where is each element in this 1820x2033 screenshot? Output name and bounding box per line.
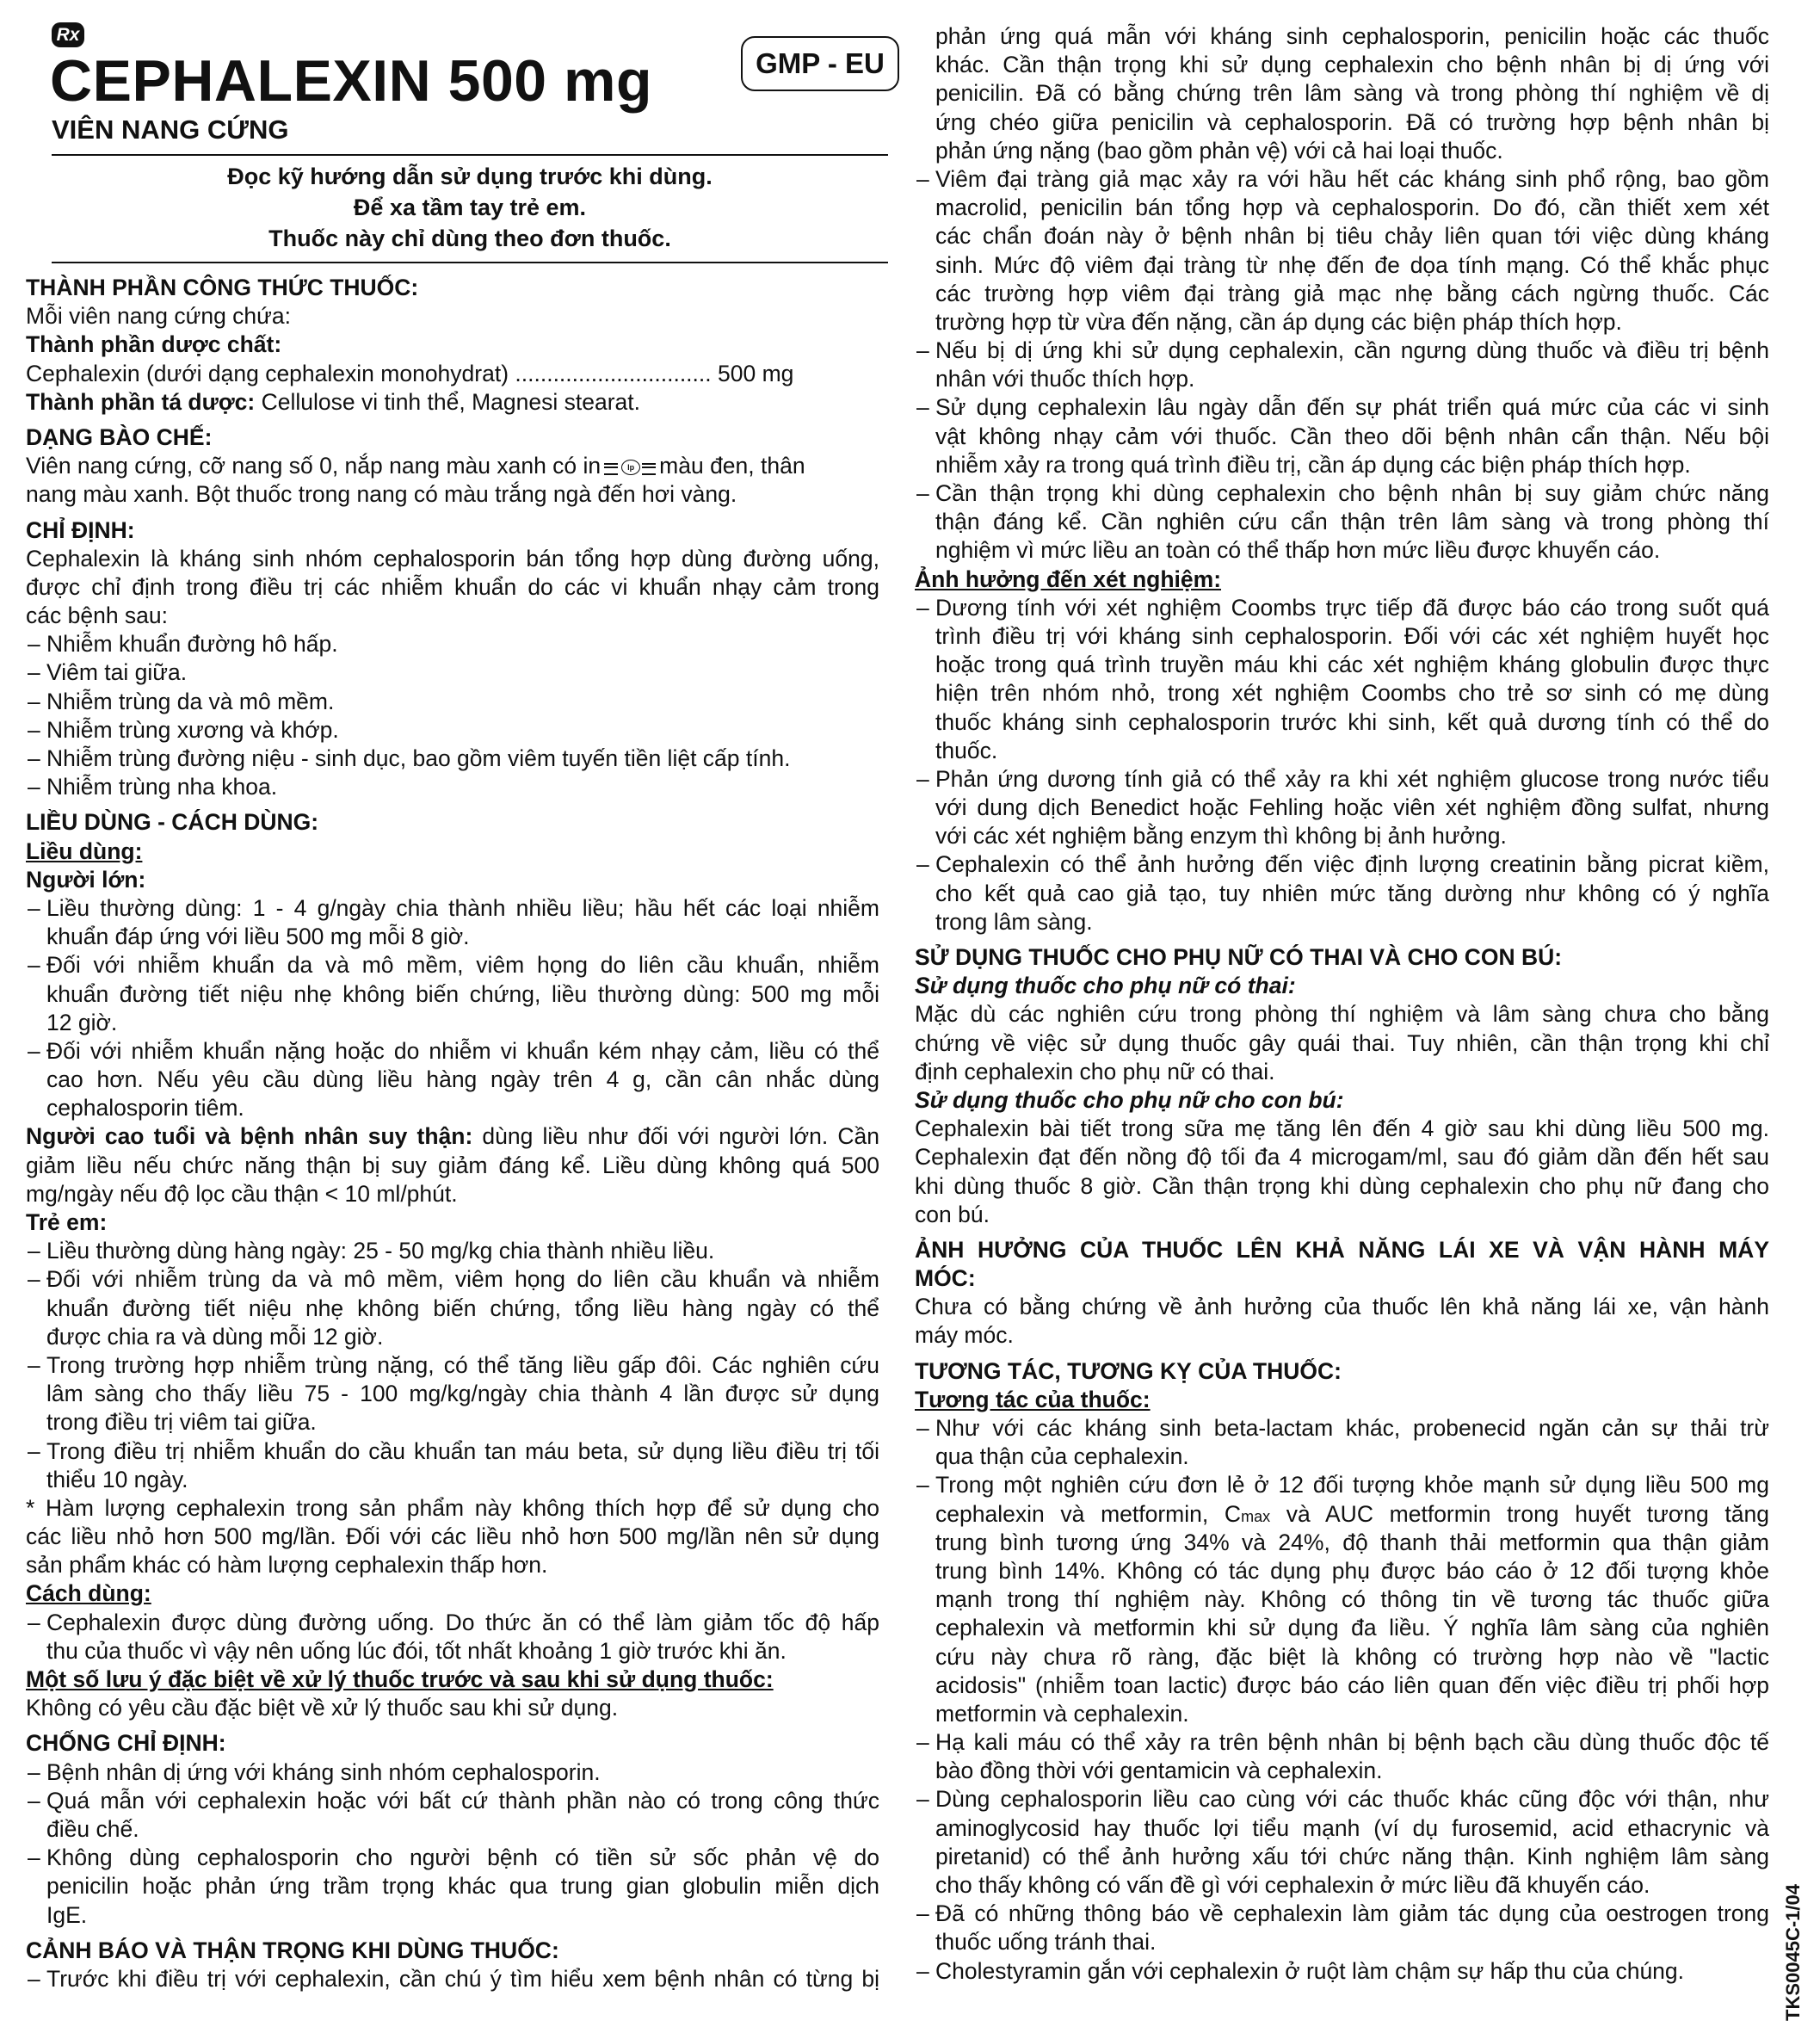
subheading-text: Một số lưu ý đặc biệt về xử lý thuốc trước và sau khi sử dụng thuốc:	[26, 1666, 774, 1692]
dash-bullet-icon: –	[916, 851, 929, 878]
text-line: Cephalexin đạt đến nồng độ tối đa 4 microgam/ml, sau đó giảm dần đến hết sau	[915, 1144, 1769, 1171]
dash-bullet-icon: –	[28, 1351, 40, 1378]
text-line: mg/ngày nếu độ lọc cầu thận < 10 ml/phút.	[26, 1180, 458, 1207]
section-heading: CHỐNG CHỈ ĐỊNH:	[26, 1730, 226, 1757]
text-line: giảm liều nếu chức năng thận bị suy giảm đáng kể. Liều dùng không quá 500	[26, 1152, 879, 1178]
bullet-text: Cephalexin có thể ảnh hưởng đến việc định lượng creatinin bằng picrat kiềm,	[935, 851, 1769, 878]
continuation-line: hiện trên nhóm nhỏ, trong xét nghiệm Coombs cho trẻ sơ sinh có mẹ dùng	[935, 680, 1769, 707]
dash-bullet-icon: –	[916, 1957, 929, 1984]
continuation-line: với dung dịch Benedict hoặc Fehling hoặc viên xét nghiệm đồng sulfat, nhưng	[935, 794, 1769, 821]
bullet-item	[915, 850, 1769, 879]
continuation-line: cho kết quả cao giả tạo, tuy nhiên mức tăng dường như không có ý nghĩa	[935, 880, 1769, 906]
bullet-item	[26, 1351, 879, 1380]
notice-divider-top	[52, 154, 888, 156]
continuation-line: cho thấy không có vấn đề gì với cephalexin ở mức liều đã khuyến cáo.	[935, 1872, 1650, 1898]
dash-bullet-icon: –	[916, 1786, 929, 1813]
text-line: Mỗi viên nang cứng chứa:	[26, 303, 292, 330]
continuation-line: phản ứng nặng (bao gồm phản vệ) với cả hai loại thuốc.	[935, 137, 1503, 164]
subscript-text: max	[1241, 1507, 1271, 1525]
bullet-text: Trong trường hợp nhiễm trùng nặng, có thể tăng liều gấp đôi. Các nghiên cứu	[46, 1351, 879, 1378]
bullet-text: Nếu bị dị ứng khi sử dụng cephalexin, cần ngưng dùng thuốc và điều trị bệnh	[935, 337, 1769, 364]
bullet-text: Như với các kháng sinh beta-lactam khác, probenecid ngăn cản sự thải trừ	[935, 1415, 1769, 1441]
section-heading: MÓC:	[915, 1265, 976, 1292]
label-text: Người cao tuổi và bệnh nhân suy thận:	[26, 1123, 473, 1150]
left-body-text	[26, 274, 879, 1993]
bullet-item	[915, 1957, 1769, 1986]
continuation-line: thuốc uống tránh thai.	[935, 1929, 1157, 1956]
section-gap	[26, 1722, 879, 1729]
bullet-item	[915, 1471, 1769, 1499]
bullet-text: Hạ kali máu có thể xảy ra trên bệnh nhân bị bệnh bạch cầu dùng thuốc độc tế	[935, 1729, 1769, 1756]
text-line: các bệnh sau:	[26, 602, 169, 629]
bullet-item	[915, 594, 1769, 622]
continuation-line: metformin và cephalexin.	[935, 1700, 1189, 1727]
text-line: được chỉ định trong điều trị các nhiễm khuẩn do các vi khuẩn nhạy cảm trong	[26, 573, 879, 600]
bullet-item	[915, 1785, 1769, 1814]
bullet-item	[26, 894, 879, 923]
bullet-text: Đã có những thông báo về cephalexin làm giảm tác dụng của oestrogen trong	[935, 1900, 1769, 1927]
continuation-line: khuẩn đường tiết niệu nhẹ không biến chứng, tổng liều hàng ngày có thể	[46, 1295, 879, 1321]
continuation-line: cephalosporin tiêm.	[46, 1095, 244, 1122]
dash-bullet-icon: –	[28, 716, 40, 743]
continuation-line: macrolid, penicilin bán tổng hợp và cephalosporin. Do đó, cần thiết xem xét	[935, 195, 1769, 221]
bullet-item	[915, 765, 1769, 794]
continuation-line: nghiệm vì mức liều an toàn có thể thấp hơn mức liều được khuyến cáo.	[935, 537, 1661, 564]
bullet-item	[915, 393, 1769, 422]
subheading: Trẻ em:	[26, 1209, 108, 1235]
continuation-line: mạnh trong thí nghiệm này. Không có thông tin về tương tác thuốc giữa	[935, 1586, 1769, 1613]
bullet-text: Cần thận trọng khi dùng cephalexin cho bệnh nhân bị suy giảm chức năng	[935, 480, 1769, 506]
dash-bullet-icon: –	[916, 1729, 929, 1756]
section-heading: DẠNG BÀO CHẾ:	[26, 423, 213, 450]
bullet-text: Nhiễm trùng nha khoa.	[46, 774, 278, 800]
text-line: Mặc dù các nghiên cứu trong phòng thí nghiệm và lâm sàng chưa cho bằng	[915, 1001, 1769, 1028]
text-line: Cephalexin là kháng sinh nhóm cephalosporin bán tổng hợp dùng đường uống,	[26, 545, 879, 572]
dash-bullet-icon: –	[916, 165, 929, 192]
continuation-line: lâm sàng cho thấy liều 75 - 100 mg/kg/ngày chia thành 4 lần được sử dụng	[46, 1381, 879, 1407]
bullet-text: Nhiễm trùng da và mô mềm.	[46, 688, 335, 714]
bullet-text: Nhiễm trùng đường niệu - sinh dục, bao gồm viêm tuyến tiền liệt cấp tính.	[46, 745, 791, 771]
bullet-text: Bệnh nhân dị ứng với kháng sinh nhóm cephalosporin.	[46, 1758, 601, 1785]
text-line: Cephalexin bài tiết trong sữa mẹ tăng lên đến 4 giờ sau khi dùng liều 500 mg.	[915, 1115, 1769, 1142]
text-line: * Hàm lượng cephalexin trong sản phẩm này không thích hợp để sử dụng cho	[26, 1494, 879, 1521]
bullet-text: Nhiễm khuẩn đường hô hấp.	[46, 631, 338, 658]
notice-line: Thuốc này chỉ dùng theo đơn thuốc.	[268, 226, 671, 251]
continuation-line: vật không nhạy cảm với thuốc. Cần theo dõi bệnh nhân cẩn thận. Nếu bội	[935, 423, 1769, 449]
dash-bullet-icon: –	[28, 1609, 40, 1635]
continuation-line: hoặc trong quá trình truyền máu khi các xét nghiệm kháng globulin được thực	[935, 652, 1769, 678]
continuation-line: thận đáng kể. Cần nghiên cứu cẩn thận trên lâm sàng và trong phòng thí	[935, 509, 1769, 535]
dash-bullet-icon: –	[916, 594, 929, 621]
dash-bullet-icon: –	[28, 1758, 40, 1785]
bullet-text: Sử dụng cephalexin lâu ngày dẫn đến sự phát triển quá mức của các vi sinh	[935, 394, 1769, 421]
label-text: Thành phần tá dược:	[26, 388, 256, 415]
continuation-line: được chia ra và dùng mỗi 12 giờ.	[46, 1323, 384, 1350]
continuation-line: sinh. Mức độ viêm đại tràng từ nhẹ đến đe dọa tính mạng. Có thể khắc phục	[935, 251, 1769, 278]
dosage-form-subtitle: VIÊN NANG CỨNG	[52, 114, 289, 145]
continuation-line: với các xét nghiệm bằng enzym thì không bị ảnh hưởng.	[935, 823, 1507, 850]
bullet-item	[26, 1609, 879, 1637]
bullet-text: Đối với nhiễm khuẩn nặng hoặc do nhiễm vi khuẩn kém nhạy cảm, liều có thể	[46, 1037, 879, 1064]
section-gap	[26, 417, 879, 423]
bullet-item	[26, 1265, 879, 1294]
continuation-line: nhân với thuốc thích hợp.	[935, 366, 1195, 392]
bullet-text: Trong điều trị nhiễm khuẩn do cầu khuẩn tan máu beta, sử dụng liều điều trị tối	[46, 1437, 879, 1464]
bullet-item	[915, 165, 1769, 194]
section-gap	[26, 510, 879, 516]
bullet-text: Viêm tai giữa.	[46, 659, 188, 686]
bullet-item	[26, 716, 879, 745]
document-code: TKS0045C-1/04	[1782, 1884, 1804, 2021]
section-gap	[915, 936, 1769, 943]
text-line-with-icon	[26, 452, 879, 480]
bullet-item	[915, 479, 1769, 508]
bullet-item	[26, 1237, 879, 1265]
capsule-imprint-icon	[604, 458, 656, 477]
continuation-line: penicilin. Đã có bằng chứng trên lâm sàng và trong phòng thí nghiệm về dị	[935, 80, 1769, 107]
subheading-text: Cách dùng:	[26, 1580, 151, 1607]
section-heading: CẢNH BÁO VÀ THẬN TRỌNG KHI DÙNG THUỐC:	[26, 1937, 559, 1963]
dash-bullet-icon: –	[916, 1415, 929, 1441]
continuation-line: khuẩn đáp ứng với liều 500 mg mỗi 8 giờ.	[46, 924, 470, 950]
bullet-item	[26, 658, 879, 687]
dash-bullet-icon: –	[916, 337, 929, 364]
text-line: các liều nhỏ hơn 500 mg/lần. Đối với các liều nhỏ hơn 500 mg/lần nên sử dụng	[26, 1523, 879, 1550]
dash-bullet-icon: –	[28, 1238, 40, 1264]
section-heading: SỬ DỤNG THUỐC CHO PHỤ NỮ CÓ THAI VÀ CHO CON BÚ:	[915, 944, 1563, 970]
continuation-line: nhiễm xảy ra trong quá trình điều trị, cần áp dụng các biện pháp thích hợp.	[935, 451, 1691, 478]
underlined-subheading	[26, 1579, 879, 1608]
continuation-line: 12 giờ.	[46, 1009, 118, 1035]
underlined-subheading	[915, 565, 1769, 594]
text-line: nang màu xanh. Bột thuốc trong nang có màu trắng ngà đến hơi vàng.	[26, 481, 737, 508]
text-line: sản phẩm khác có hàm lượng cephalexin thấp hơn.	[26, 1552, 548, 1579]
continuation-line: thuốc.	[935, 737, 998, 763]
continuation-line: thiểu 10 ngày.	[46, 1466, 188, 1492]
bullet-item	[26, 1037, 879, 1066]
section-heading: LIỀU DÙNG - CÁCH DÙNG:	[26, 809, 319, 836]
notice-line: Để xa tầm tay trẻ em.	[353, 195, 587, 220]
underlined-subheading	[26, 1665, 879, 1694]
dash-bullet-icon: –	[28, 1266, 40, 1293]
bars-mark	[642, 463, 656, 475]
continuation-line	[915, 1500, 1769, 1529]
text-part: và AUC metformin trong huyết tương tăng	[1270, 1500, 1769, 1527]
imprint-oval: lp	[621, 460, 640, 475]
labeled-line	[26, 1122, 879, 1151]
bullet-text: Không dùng cephalosporin cho người bệnh có tiền sử sốc phản vệ do	[46, 1845, 879, 1871]
continuation-line: thu của thuốc vì vậy nên uống lúc đói, tốt nhất khoảng 1 giờ trước khi ăn.	[46, 1637, 787, 1664]
bullet-item	[26, 1787, 879, 1815]
subheading-text: Tương tác của thuốc:	[915, 1386, 1151, 1412]
dash-bullet-icon: –	[28, 1965, 40, 1992]
safety-notices	[52, 161, 888, 254]
text-line: Không có yêu cầu đặc biệt về xử lý thuốc sau khi sử dụng.	[26, 1695, 619, 1721]
dash-bullet-icon: –	[28, 1037, 40, 1064]
dash-bullet-icon: –	[28, 631, 40, 658]
dash-bullet-icon: –	[28, 659, 40, 686]
bullet-item	[26, 630, 879, 658]
bullet-item	[26, 1437, 879, 1466]
section-heading: TƯƠNG TÁC, TƯƠNG KỴ CỦA THUỐC:	[915, 1357, 1342, 1384]
bullet-text: Liều thường dùng hàng ngày: 25 - 50 mg/kg chia thành nhiều liều.	[46, 1238, 715, 1264]
continuation-line: piretanid) có thể ảnh hưởng xấu tới chức năng thận. Kinh nghiệm lâm sàng	[935, 1843, 1769, 1869]
continuation-line: khác. Cần thận trọng khi sử dụng cephalexin cho bệnh nhân bị dị ứng với	[935, 52, 1769, 78]
continuation-line: bào đồng thời với gentamicin và cephalexin.	[935, 1758, 1383, 1784]
dash-bullet-icon: –	[28, 952, 40, 979]
bullet-item	[915, 1414, 1769, 1443]
continuation-line: trong lâm sàng.	[935, 908, 1093, 935]
dash-bullet-icon: –	[28, 745, 40, 771]
dash-bullet-icon: –	[28, 1787, 40, 1814]
bullet-text: Đối với nhiễm khuẩn da và mô mềm, viêm họng do liên cầu khuẩn, nhiễm	[46, 952, 879, 979]
continuation-line: các chẩn đoán này ở bệnh nhân bị tiêu chảy liên quan tới việc dùng kháng	[935, 223, 1769, 250]
bullet-text: Dùng cephalosporin liều cao cùng với các thuốc khác cũng độc với thận, như	[935, 1786, 1769, 1813]
dash-bullet-icon: –	[916, 480, 929, 506]
continuation-line: điều chế.	[46, 1815, 139, 1842]
continuation-line: thuốc kháng sinh cephalosporin trước khi sinh, kết quả dương tính có thể do	[935, 708, 1769, 735]
bullet-text: Viêm đại tràng giả mạc xảy ra với hầu hết các kháng sinh phổ rộng, bao gồm	[935, 165, 1769, 192]
bullet-text: Trong một nghiên cứu đơn lẻ ở 12 đối tượng khỏe mạnh sử dụng liều 500 mg	[935, 1472, 1769, 1498]
bullet-item	[26, 745, 879, 773]
section-gap	[915, 1229, 1769, 1236]
bullet-item	[26, 773, 879, 801]
continuation-line: trung bình tương ứng 34% và 24%, độ thanh thải metformin qua thận giảm	[935, 1529, 1769, 1555]
text-part: Viên nang cứng, cỡ nang số 0, nắp nang màu xanh có in	[26, 453, 602, 479]
bullet-text: Phản ứng dương tính giả có thể xảy ra khi xét nghiệm glucose trong nước tiểu	[935, 765, 1769, 792]
bullet-item	[26, 1758, 879, 1787]
text-line: con bú.	[915, 1201, 990, 1227]
bullet-text: Nhiễm trùng xương và khớp.	[46, 716, 339, 743]
continuation-line: aminoglycosid hay thuốc lợi tiểu mạnh (ví dụ furosemid, acid ethacrynic và	[935, 1814, 1769, 1841]
product-title: CEPHALEXIN 500 mg	[50, 48, 653, 114]
subheading-text: Ảnh hưởng đến xét nghiệm:	[915, 565, 1222, 592]
bullet-item	[26, 1844, 879, 1872]
text-line: khi dùng thuốc 8 giờ. Cần thận trọng khi dùng cephalexin cho phụ nữ đang cho	[915, 1172, 1769, 1199]
continuation-line: trình điều trị với kháng sinh cephalosporin. Đối với các xét nghiệm huyết học	[935, 622, 1769, 649]
section-gap	[26, 801, 879, 808]
label-value: Cellulose vi tinh thể, Magnesi stearat.	[255, 388, 641, 415]
continuation-line: các trường hợp viêm đại tràng giả mạc nhẹ bằng cách ngừng thuốc. Các	[935, 280, 1769, 306]
continuation-line: trung bình 14%. Không có tác dụng phụ được báo cáo ở 12 đối tượng khỏe	[935, 1557, 1769, 1584]
dash-bullet-icon: –	[28, 688, 40, 714]
continuation-line: cephalexin và metformin khi sử dụng đa liều. Ý nghĩa lâm sàng của nghiên	[935, 1615, 1769, 1641]
section-heading: THÀNH PHẦN CÔNG THỨC THUỐC:	[26, 275, 419, 300]
subheading-text: Liều dùng:	[26, 837, 143, 864]
rx-badge: Rx	[52, 22, 84, 47]
bullet-text: Cephalexin được dùng đường uống. Do thức ăn có thể làm giảm tốc độ hấp	[46, 1609, 879, 1635]
bullet-text: Trước khi điều trị với cephalexin, cần chú ý tìm hiểu xem bệnh nhân có từng bị	[46, 1965, 879, 1992]
continuation-line: IgE.	[46, 1901, 88, 1928]
dash-bullet-icon: –	[28, 1437, 40, 1464]
bullet-item	[915, 1900, 1769, 1928]
bullet-item	[26, 688, 879, 716]
continuation-line: cao hơn. Nếu yêu cầu dùng liều hàng ngày trên 4 g, cần cân nhắc dùng	[46, 1066, 879, 1093]
bullet-item	[915, 1728, 1769, 1757]
continuation-line: trong điều trị viêm tai giữa.	[46, 1409, 317, 1436]
italic-subheading: Sử dụng thuốc cho phụ nữ có thai:	[915, 973, 1296, 999]
section-gap	[26, 1930, 879, 1937]
continuation-line: trường hợp từ vừa đến nặng, cần áp dụng các biện pháp thích hợp.	[935, 308, 1622, 335]
section-heading: CHỈ ĐỊNH:	[26, 516, 135, 543]
subheading: Thành phần dược chất:	[26, 331, 282, 358]
continuation-line: cứu này chưa rõ ràng, đặc biệt là không có trường hợp nào về "lactic	[935, 1643, 1769, 1670]
bullet-item	[915, 337, 1769, 365]
dash-bullet-icon: –	[28, 1845, 40, 1871]
bullet-item	[26, 1965, 879, 1993]
dash-bullet-icon: –	[916, 1472, 929, 1498]
text-line: Chưa có bằng chứng về ảnh hưởng của thuốc lên khả năng lái xe, vận hành	[915, 1294, 1769, 1320]
continuation-line: acidosis" (nhiễm toan lactic) được báo cáo liên quan đến việc điều trị phối hợp	[935, 1672, 1769, 1698]
dash-bullet-icon: –	[916, 765, 929, 792]
text-part: màu đen, thân	[659, 453, 805, 479]
text-line: Cephalexin (dưới dạng cephalexin monohydrat) ............................... 500 mg	[26, 360, 794, 386]
section-gap	[915, 1350, 1769, 1357]
dash-bullet-icon: –	[916, 1900, 929, 1927]
text-line: máy móc.	[915, 1322, 1014, 1349]
right-body-text	[915, 22, 1769, 1986]
underlined-subheading	[915, 1386, 1769, 1414]
continuation-line: khuẩn đường tiết niệu nhẹ không biến chứng, liều thường dùng: 500 mg mỗi	[46, 980, 879, 1007]
bullet-text: Đối với nhiễm trùng da và mô mềm, viêm họng do liên cầu khuẩn và nhiễm	[46, 1266, 879, 1293]
gmp-badge: GMP - EU	[741, 36, 899, 91]
labeled-line	[26, 388, 879, 417]
notice-divider-bottom	[52, 262, 888, 263]
label-value: dùng liều như đối với người lớn. Cần	[472, 1123, 879, 1150]
continuation-line: qua thận của cephalexin.	[935, 1443, 1189, 1470]
text-line: định cephalexin cho phụ nữ có thai.	[915, 1058, 1275, 1084]
notice-line: Đọc kỹ hướng dẫn sử dụng trước khi dùng.	[227, 164, 713, 189]
subheading: Người lớn:	[26, 866, 146, 893]
bullet-item	[26, 951, 879, 979]
text-part: cephalexin và metformin, C	[935, 1500, 1242, 1527]
italic-subheading: Sử dụng thuốc cho phụ nữ cho con bú:	[915, 1086, 1344, 1113]
bullet-text: Cholestyramin gắn với cephalexin ở ruột làm chậm sự hấp thu của chúng.	[935, 1957, 1685, 1984]
dash-bullet-icon: –	[28, 774, 40, 800]
continuation-line: penicilin hoặc phản ứng trầm trọng khác qua trung gian globulin miễn dịch	[46, 1873, 879, 1900]
continuation-line: phản ứng quá mẫn với kháng sinh cephalosporin, penicilin hoặc các thuốc	[935, 23, 1769, 49]
dash-bullet-icon: –	[28, 894, 40, 921]
underlined-subheading	[26, 837, 879, 866]
bars-mark	[604, 463, 618, 475]
bullet-text: Dương tính với xét nghiệm Coombs trực tiếp đã được báo cáo trong suốt quá	[935, 594, 1769, 621]
continuation-line: ứng chéo giữa penicilin và cephalosporin. Đã có trường hợp bệnh nhân bị	[935, 108, 1769, 135]
section-heading: ẢNH HƯỞNG CỦA THUỐC LÊN KHẢ NĂNG LÁI XE VÀ VẬN HÀNH MÁY	[915, 1236, 1769, 1263]
text-line: chứng về việc sử dụng thuốc gây quái thai. Tuy nhiên, cần thận trọng khi chỉ	[915, 1029, 1769, 1056]
bullet-text: Quá mẫn với cephalexin hoặc với bất cứ thành phần nào có trong công thức	[46, 1787, 879, 1814]
dash-bullet-icon: –	[916, 394, 929, 421]
bullet-text: Liều thường dùng: 1 - 4 g/ngày chia thành nhiều liều; hầu hết các loại nhiễm	[46, 894, 879, 921]
